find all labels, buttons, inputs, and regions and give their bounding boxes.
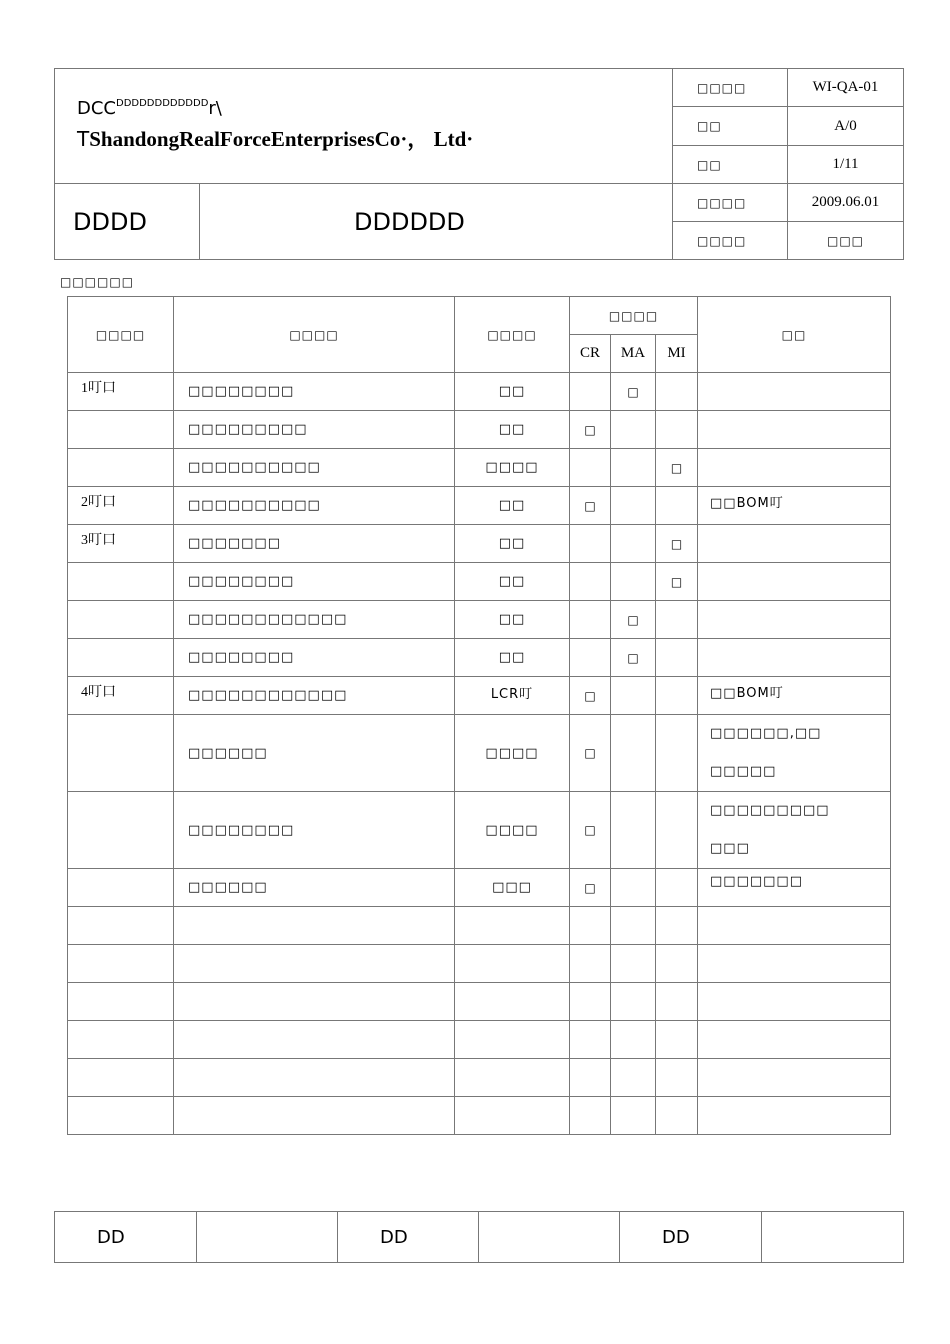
table-row xyxy=(68,983,891,1021)
row-mi xyxy=(656,487,698,525)
row-item: □□□□□□□□ xyxy=(174,639,455,677)
sign-field-3[interactable] xyxy=(762,1212,904,1263)
row-note-line: □□□□□□□□□ xyxy=(710,803,830,818)
row-note-line: □□□□□ xyxy=(710,764,777,779)
row-tool: □□ xyxy=(455,525,570,563)
row-cr xyxy=(570,1059,611,1097)
row-tool: □□□ xyxy=(455,869,570,907)
row-tool: □□ xyxy=(455,639,570,677)
row-cr xyxy=(570,639,611,677)
signature-footer xyxy=(54,1211,904,1263)
table-row xyxy=(68,525,891,563)
row-item: □□□□□□ xyxy=(174,715,455,792)
department-label: □□□□ xyxy=(673,222,788,260)
sign-label-1: DD xyxy=(55,1212,197,1263)
table-row xyxy=(68,563,891,601)
row-ma xyxy=(611,1097,656,1135)
row-number xyxy=(68,411,174,449)
row-note xyxy=(698,677,891,715)
row-number xyxy=(68,907,174,945)
row-tool xyxy=(455,1021,570,1059)
row-tool: □□ xyxy=(455,373,570,411)
version-value: A/0 xyxy=(788,107,904,146)
row-ma: □ xyxy=(611,373,656,411)
header-mi: MI xyxy=(656,335,698,373)
doc-number-label: □□□□ xyxy=(673,69,788,107)
row-ma xyxy=(611,869,656,907)
table-row xyxy=(68,1021,891,1059)
row-mi xyxy=(656,792,698,869)
table-row xyxy=(68,677,891,715)
row-mi xyxy=(656,1021,698,1059)
table-row xyxy=(68,601,891,639)
row-item: □□□□□□□□□□□□ xyxy=(174,677,455,715)
row-number xyxy=(68,639,174,677)
row-tool: LCR叮 xyxy=(455,677,570,715)
row-cr xyxy=(570,983,611,1021)
row-ma xyxy=(611,449,656,487)
company-name: ShandongRealForceEnterprisesCo·， Ltd· xyxy=(89,126,474,151)
row-mi xyxy=(656,373,698,411)
section-caption: □□□□□□ xyxy=(60,275,135,289)
row-ma xyxy=(611,945,656,983)
sign-field-2[interactable] xyxy=(479,1212,620,1263)
row-mi xyxy=(656,907,698,945)
row-mi xyxy=(656,1097,698,1135)
row-cr xyxy=(570,1097,611,1135)
row-mi xyxy=(656,677,698,715)
row-mi xyxy=(656,411,698,449)
effective-date-label: □□□□ xyxy=(673,184,788,222)
row-note-line: □□BOM叮 xyxy=(710,496,784,511)
table-body xyxy=(68,373,891,1135)
row-note-line: □□□ xyxy=(710,841,750,856)
row-cr xyxy=(570,373,611,411)
page-value: 1/11 xyxy=(788,146,904,184)
row-item xyxy=(174,1021,455,1059)
row-tool xyxy=(455,945,570,983)
row-tool: □□□□ xyxy=(455,449,570,487)
row-number: 4叮口 xyxy=(68,677,174,715)
sign-label-3: DD xyxy=(620,1212,762,1263)
row-number xyxy=(68,983,174,1021)
row-mi xyxy=(656,869,698,907)
row-mi: □ xyxy=(656,449,698,487)
row-note xyxy=(698,601,891,639)
row-ma xyxy=(611,715,656,792)
header-no: □□□□ xyxy=(68,297,174,373)
row-note-line: □□BOM叮 xyxy=(710,686,784,701)
version-label: □□ xyxy=(673,107,788,146)
row-mi xyxy=(656,639,698,677)
row-item: □□□□□□ xyxy=(174,869,455,907)
row-ma xyxy=(611,1021,656,1059)
row-note xyxy=(698,983,891,1021)
row-cr: □ xyxy=(570,677,611,715)
row-item: □□□□□□□□ xyxy=(174,373,455,411)
row-mi: □ xyxy=(656,525,698,563)
row-item xyxy=(174,907,455,945)
row-ma xyxy=(611,1059,656,1097)
row-cr xyxy=(570,563,611,601)
row-ma: □ xyxy=(611,601,656,639)
row-tool: □□□□ xyxy=(455,792,570,869)
row-ma xyxy=(611,983,656,1021)
header-tool: □□□□ xyxy=(455,297,570,373)
company-block xyxy=(55,69,673,184)
row-cr: □ xyxy=(570,869,611,907)
row-cr: □ xyxy=(570,487,611,525)
row-item: □□□□□□□ xyxy=(174,525,455,563)
row-number: 1叮口 xyxy=(68,373,174,411)
row-item: □□□□□□□□□□ xyxy=(174,449,455,487)
row-number xyxy=(68,563,174,601)
row-ma xyxy=(611,907,656,945)
row-number xyxy=(68,1097,174,1135)
row-ma xyxy=(611,487,656,525)
row-item xyxy=(174,945,455,983)
table-row xyxy=(68,1097,891,1135)
row-tool: □□ xyxy=(455,601,570,639)
row-mi xyxy=(656,1059,698,1097)
row-item xyxy=(174,1097,455,1135)
doc-number-value: WI-QA-01 xyxy=(788,69,904,107)
header-note: □□ xyxy=(698,297,891,373)
row-note xyxy=(698,449,891,487)
row-tool xyxy=(455,983,570,1021)
row-number xyxy=(68,601,174,639)
row-cr: □ xyxy=(570,411,611,449)
row-mi xyxy=(656,945,698,983)
row-item xyxy=(174,983,455,1021)
row-cr: □ xyxy=(570,792,611,869)
page-label: □□ xyxy=(673,146,788,184)
doc-type: DDDD xyxy=(55,184,200,260)
document-header xyxy=(54,68,904,260)
row-note xyxy=(698,411,891,449)
row-note-line: □□□□□□,□□ xyxy=(710,726,822,741)
effective-date-value: 2009.06.01 xyxy=(788,184,904,222)
row-note xyxy=(698,1097,891,1135)
row-ma xyxy=(611,677,656,715)
company-name-line: TShandongRealForceEnterprisesCo·， Ltd· xyxy=(77,126,474,151)
row-cr xyxy=(570,525,611,563)
sign-field-1[interactable] xyxy=(197,1212,338,1263)
row-item: □□□□□□□□□□□□ xyxy=(174,601,455,639)
company-code-line: $DCC^{DDDDDDDDDDDD}r\backslash$ xyxy=(77,97,222,119)
row-number: 3叮口 xyxy=(68,525,174,563)
header-item: □□□□ xyxy=(174,297,455,373)
table-row xyxy=(68,792,891,869)
row-note xyxy=(698,1059,891,1097)
row-ma xyxy=(611,563,656,601)
row-note xyxy=(698,525,891,563)
row-note xyxy=(698,563,891,601)
row-number xyxy=(68,945,174,983)
inspection-table xyxy=(67,296,891,1135)
row-note-line: □□□□□□□ xyxy=(710,874,803,889)
row-number xyxy=(68,715,174,792)
row-note xyxy=(698,792,891,869)
row-note xyxy=(698,945,891,983)
row-tool: □□□□ xyxy=(455,715,570,792)
table-row xyxy=(68,449,891,487)
row-cr xyxy=(570,907,611,945)
department-value: □□□ xyxy=(788,222,904,260)
table-row xyxy=(68,715,891,792)
row-note xyxy=(698,639,891,677)
row-cr xyxy=(570,1021,611,1059)
row-tool: □□ xyxy=(455,563,570,601)
table-row xyxy=(68,411,891,449)
row-ma xyxy=(611,792,656,869)
row-item: □□□□□□□□□□ xyxy=(174,487,455,525)
row-note xyxy=(698,869,891,907)
row-item: □□□□□□□□ xyxy=(174,563,455,601)
row-note xyxy=(698,715,891,792)
table-row xyxy=(68,907,891,945)
header-defect-level: □□□□ xyxy=(570,297,698,335)
row-ma xyxy=(611,525,656,563)
row-number xyxy=(68,449,174,487)
row-cr xyxy=(570,601,611,639)
row-cr xyxy=(570,945,611,983)
row-tool xyxy=(455,1097,570,1135)
row-tool xyxy=(455,907,570,945)
row-ma: □ xyxy=(611,639,656,677)
row-item: □□□□□□□□□ xyxy=(174,411,455,449)
row-item xyxy=(174,1059,455,1097)
row-note xyxy=(698,487,891,525)
row-mi xyxy=(656,601,698,639)
row-mi: □ xyxy=(656,563,698,601)
row-tool: □□ xyxy=(455,411,570,449)
row-ma xyxy=(611,411,656,449)
row-tool xyxy=(455,1059,570,1097)
row-number xyxy=(68,1059,174,1097)
row-number xyxy=(68,792,174,869)
row-mi xyxy=(656,715,698,792)
table-row xyxy=(68,487,891,525)
sign-label-2: DD xyxy=(338,1212,479,1263)
row-number xyxy=(68,869,174,907)
table-row xyxy=(68,869,891,907)
row-cr: □ xyxy=(570,715,611,792)
doc-title: DDDDDD xyxy=(200,184,673,260)
row-note xyxy=(698,1021,891,1059)
table-row xyxy=(68,945,891,983)
header-cr: CR xyxy=(570,335,611,373)
table-row xyxy=(68,639,891,677)
row-item: □□□□□□□□ xyxy=(174,792,455,869)
row-tool: □□ xyxy=(455,487,570,525)
row-number xyxy=(68,1021,174,1059)
table-row xyxy=(68,373,891,411)
row-mi xyxy=(656,983,698,1021)
row-cr xyxy=(570,449,611,487)
row-note xyxy=(698,907,891,945)
row-number: 2叮口 xyxy=(68,487,174,525)
row-note xyxy=(698,373,891,411)
table-row xyxy=(68,1059,891,1097)
header-ma: MA xyxy=(611,335,656,373)
